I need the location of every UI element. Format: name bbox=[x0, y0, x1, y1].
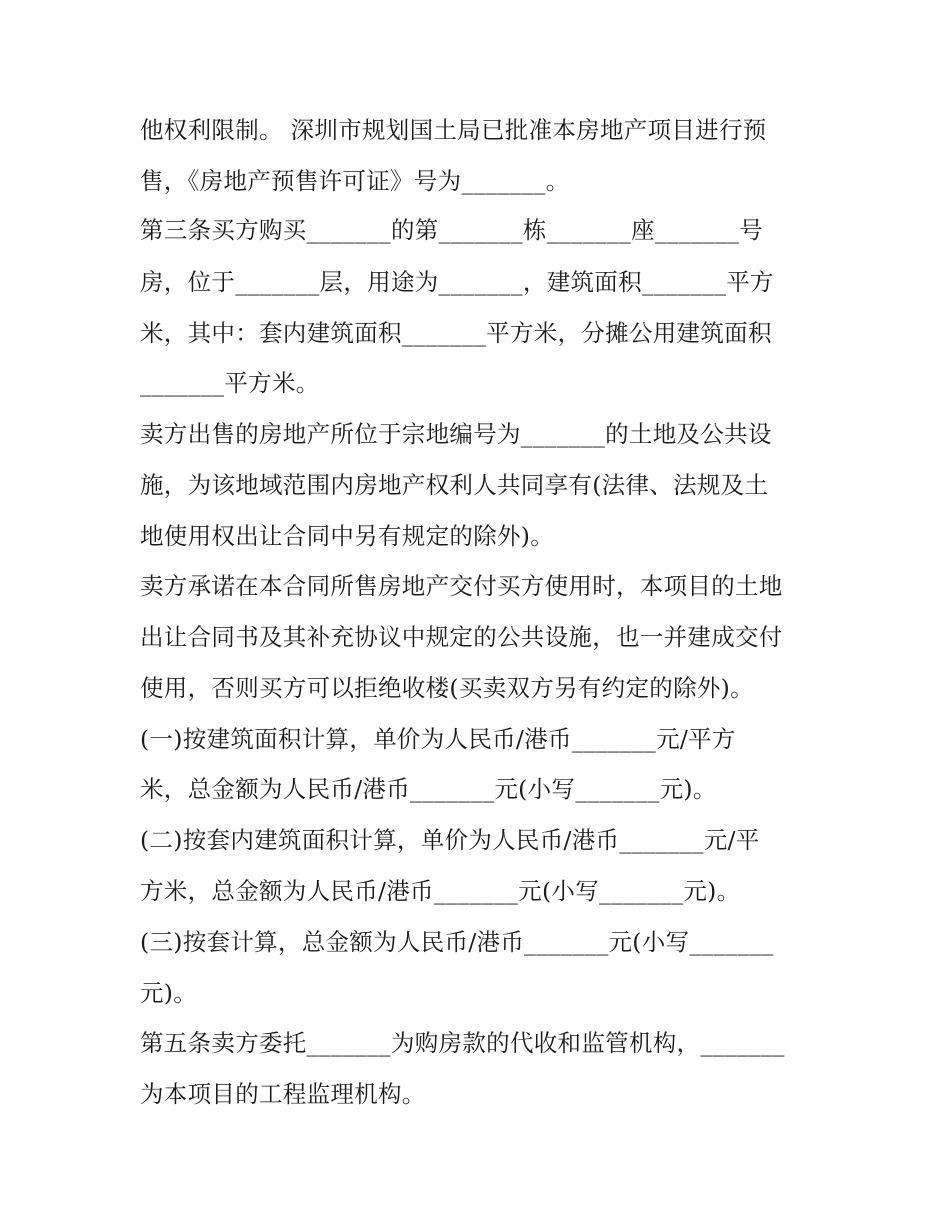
text-line-2: 售，《房地产预售许可证》号为_______。 bbox=[140, 167, 570, 195]
text-line-3: 第三条买方购买_______的第_______栋_______座_______号 bbox=[140, 216, 763, 244]
text-line-5: 米，其中：套内建筑面积_______平方米，分摊公用建筑面积 bbox=[140, 319, 772, 347]
text-line-16: 方米，总金额为人民币/港币_______元(小写_______元)。 bbox=[140, 877, 741, 905]
text-line-19: 第五条卖方委托_______为购房款的代收和监管机构，_______ bbox=[140, 1029, 785, 1057]
text-line-13: (一)按建筑面积计算，单价为人民币/港币_______元/平方 bbox=[140, 725, 736, 753]
text-line-10: 卖方承诺在本合同所售房地产交付买方使用时，本项目的土地 bbox=[140, 572, 783, 600]
text-line-1: 他权利限制。 深圳市规划国土局已批准本房地产项目进行预 bbox=[140, 116, 767, 144]
text-line-9: 地使用权出让合同中另有规定的除外)。 bbox=[140, 522, 555, 550]
text-line-7: 卖方出售的房地产所位于宗地编号为_______的土地及公共设 bbox=[140, 420, 772, 448]
text-line-4: 房，位于_______层，用途为_______，建筑面积_______平方 bbox=[140, 268, 774, 296]
text-line-20: 为本项目的工程监理机构。 bbox=[140, 1080, 426, 1108]
text-line-6: _______平方米。 bbox=[140, 369, 320, 397]
text-line-17: (三)按套计算，总金额为人民币/港币_______元(小写_______ bbox=[140, 928, 774, 956]
text-line-11: 出让合同书及其补充协议中规定的公共设施，也一并建成交付 bbox=[140, 623, 783, 651]
text-line-12: 使用，否则买方可以拒绝收楼(买卖双方另有约定的除外)。 bbox=[140, 674, 754, 702]
text-line-8: 施，为该地域范围内房地产权利人共同享有(法律、法规及土 bbox=[140, 471, 769, 499]
text-line-15: (二)按套内建筑面积计算，单价为人民币/港币_______元/平 bbox=[140, 826, 760, 854]
text-line-14: 米，总金额为人民币/港币_______元(小写_______元)。 bbox=[140, 775, 717, 803]
text-line-18: 元)。 bbox=[140, 979, 198, 1007]
